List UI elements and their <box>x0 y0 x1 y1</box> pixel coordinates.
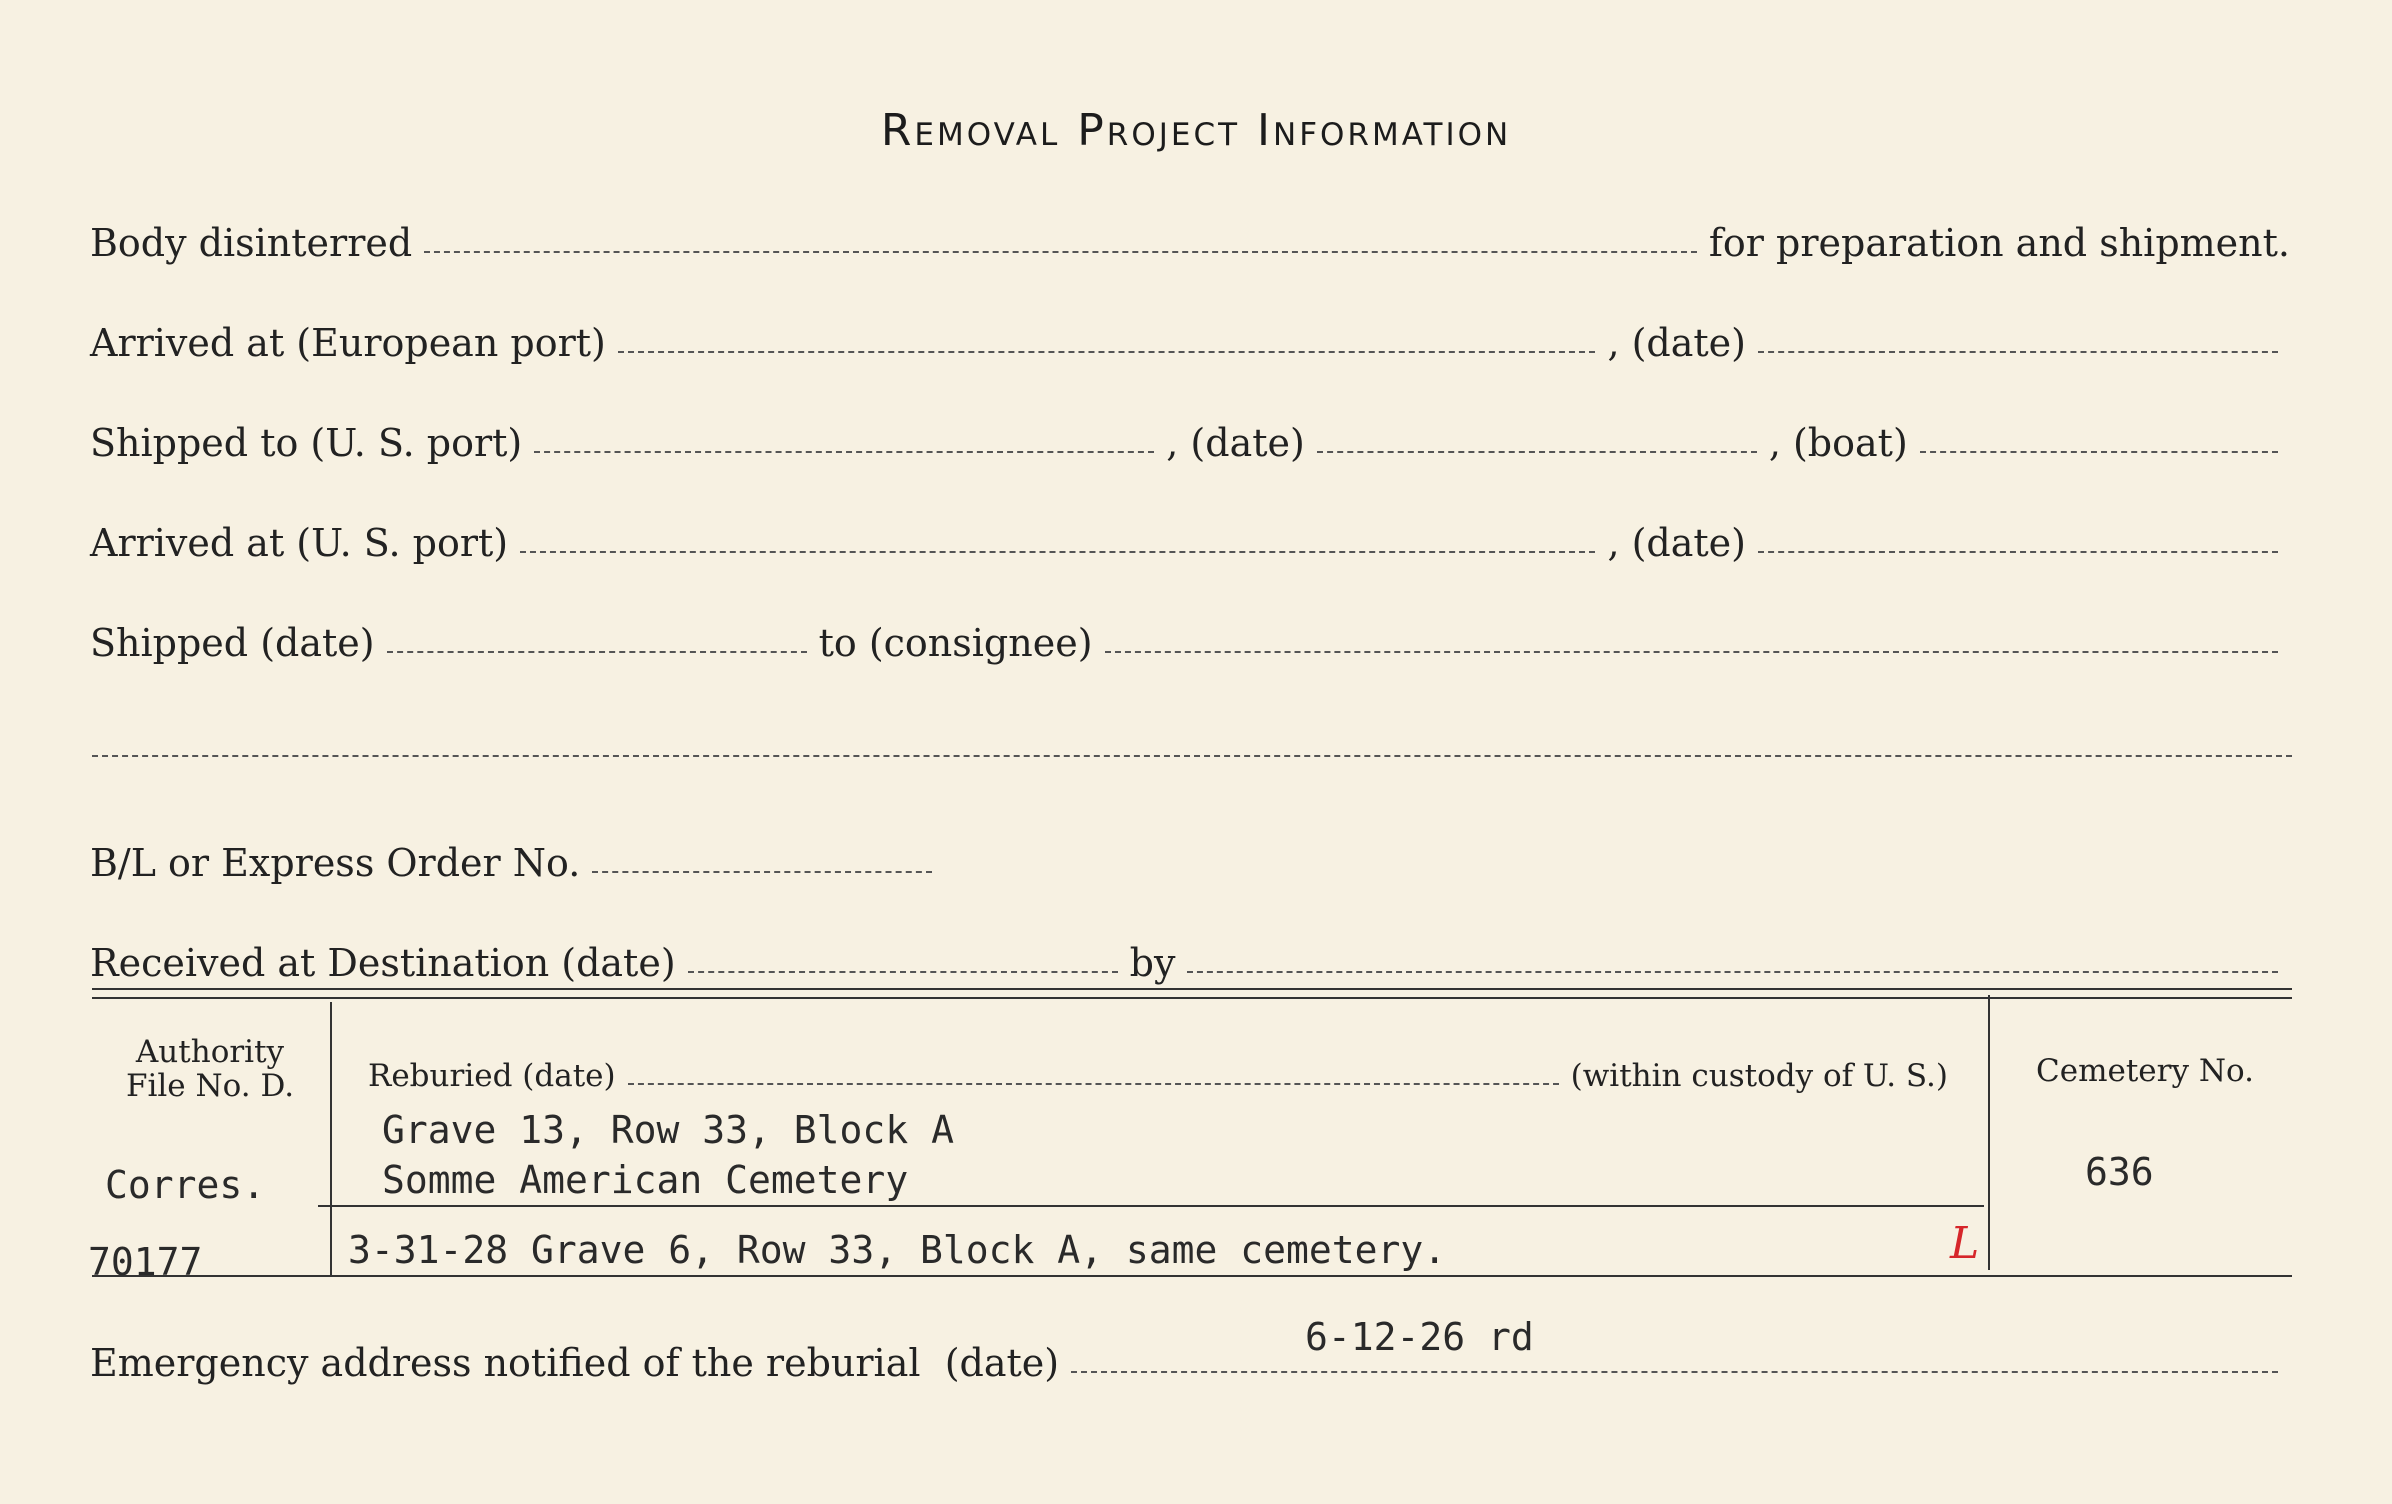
card-title: Removal Project Information <box>880 105 1512 156</box>
arrived-us-label: Arrived at (U. S. port) <box>90 521 509 565</box>
row-arrived-us <box>90 505 2290 565</box>
row-shipped-us <box>90 405 2290 465</box>
corres-text: Corres. <box>105 1163 266 1207</box>
authority-label <box>95 1035 325 1103</box>
row-received-destination <box>90 925 2290 985</box>
row-reburied <box>368 1058 1948 1094</box>
european-date-label: , (date) <box>1607 321 1746 365</box>
reburied-label: Reburied (date) <box>368 1058 616 1094</box>
received-date-field[interactable] <box>688 970 1118 973</box>
shipped-date-only-label: Shipped (date) <box>90 621 375 665</box>
row-shipped-consignee <box>90 605 2290 665</box>
shipped-date-only-field[interactable] <box>387 650 807 653</box>
row-arrived-european <box>90 305 2290 365</box>
arrived-us-date-field[interactable] <box>1758 550 2278 553</box>
arrived-us-field[interactable] <box>520 550 1595 553</box>
body-disinterred-field[interactable] <box>424 250 1697 253</box>
received-by-field[interactable] <box>1187 970 2278 973</box>
row-emergency <box>90 1325 2290 1385</box>
custody-label: (within custody of U. S.) <box>1570 1058 1948 1094</box>
reburied-date-field[interactable] <box>628 1082 1559 1085</box>
red-check-mark: L <box>1950 1218 1980 1269</box>
table-top-rule <box>92 988 2292 999</box>
shipped-us-label: Shipped to (U. S. port) <box>90 421 523 465</box>
table-bottom-rule <box>92 1275 2292 1277</box>
grave-line-1: Grave 13, Row 33, Block A <box>382 1108 954 1152</box>
by-label: by <box>1129 941 1176 985</box>
grave-line-2: Somme American Cemetery <box>382 1158 909 1202</box>
body-disinterred-label: Body disinterred <box>90 221 413 265</box>
row-body-disinterred <box>90 205 2290 265</box>
cemetery-no-label: Cemetery No. <box>2036 1053 2254 1089</box>
correction-line: 3-31-28 Grave 6, Row 33, Block A, same cemetery. <box>348 1228 1447 1272</box>
authority-label-line2: File No. D. <box>125 1068 295 1104</box>
table-divider-right <box>1988 995 1990 1270</box>
boat-label: , (boat) <box>1768 421 1908 465</box>
consignee-field[interactable] <box>1105 650 2278 653</box>
authority-label-line1: Authority <box>135 1034 285 1070</box>
for-preparation-label: for preparation and shipment. <box>1708 221 2290 265</box>
arrived-european-label: Arrived at (European port) <box>90 321 606 365</box>
cemetery-no-value: 636 <box>2085 1150 2154 1194</box>
row-bl-order <box>90 825 2290 885</box>
consignee-continuation-line[interactable] <box>92 755 2292 757</box>
arrived-european-field[interactable] <box>618 350 1596 353</box>
emergency-date-field[interactable] <box>1071 1370 2278 1373</box>
shipped-us-field[interactable] <box>534 450 1154 453</box>
european-date-field[interactable] <box>1758 350 2278 353</box>
emergency-label: Emergency address notified of the reburial (date) <box>90 1341 1060 1385</box>
table-mid-rule <box>318 1205 1984 1207</box>
table-divider-left <box>330 1002 332 1277</box>
received-destination-label: Received at Destination (date) <box>90 941 676 985</box>
arrived-us-date-label: , (date) <box>1607 521 1746 565</box>
file-number: 70177 <box>88 1240 203 1284</box>
boat-field[interactable] <box>1920 450 2278 453</box>
consignee-label: to (consignee) <box>818 621 1093 665</box>
shipped-date-label: , (date) <box>1166 421 1305 465</box>
bl-order-label: B/L or Express Order No. <box>90 841 581 885</box>
shipped-date-field[interactable] <box>1317 450 1757 453</box>
emergency-date-value: 6-12-26 rd <box>1305 1315 1534 1359</box>
bl-order-field[interactable] <box>592 870 932 873</box>
